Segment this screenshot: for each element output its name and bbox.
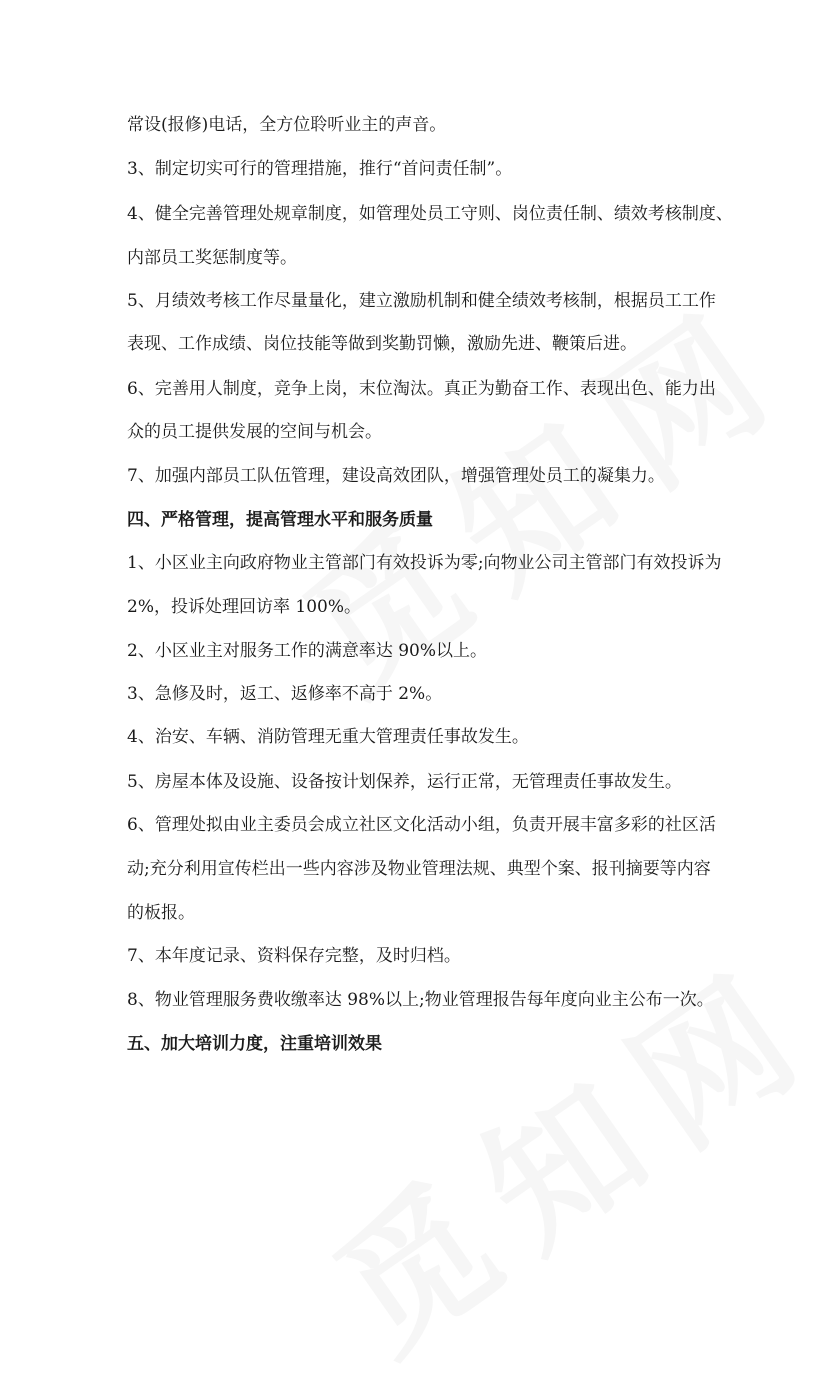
paragraph-line: 表现、工作成绩、岗位技能等做到奖勤罚懒，激励先进、鞭策后进。 bbox=[127, 334, 637, 354]
list-item-5: 5、房屋本体及设施、设备按计划保养，运行正常，无管理责任事故发生。 bbox=[127, 772, 682, 792]
section-heading-5: 五、加大培训力度，注重培训效果 bbox=[127, 1034, 382, 1054]
list-item-8: 8、物业管理服务费收缴率达 98%以上;物业管理报告每年度向业主公布一次。 bbox=[127, 990, 714, 1010]
list-item-3: 3、急修及时，返工、返修率不高于 2%。 bbox=[127, 684, 443, 704]
section-heading-4: 四、严格管理，提高管理水平和服务质量 bbox=[127, 510, 433, 530]
list-item-4: 4、健全完善管理处规章制度，如管理处员工守则、岗位责任制、绩效考核制度、 bbox=[127, 204, 733, 224]
list-item-7: 7、本年度记录、资料保存完整，及时归档。 bbox=[127, 946, 461, 966]
paragraph-line: 常设(报修)电话，全方位聆听业主的声音。 bbox=[127, 115, 447, 135]
list-item-7: 7、加强内部员工队伍管理，建设高效团队，增强管理处员工的凝集力。 bbox=[127, 466, 665, 486]
list-item-3: 3、制定切实可行的管理措施，推行“首问责任制”。 bbox=[127, 159, 513, 179]
list-item-6: 6、完善用人制度，竞争上岗，末位淘汰。真正为勤奋工作、表现出色、能力出 bbox=[127, 379, 716, 399]
paragraph-line: 动;充分利用宣传栏出一些内容涉及物业管理法规、典型个案、报刊摘要等内容 bbox=[127, 859, 711, 879]
list-item-5: 5、月绩效考核工作尽量量化，建立激励机制和健全绩效考核制，根据员工工作 bbox=[127, 291, 716, 311]
list-item-2: 2、小区业主对服务工作的满意率达 90%以上。 bbox=[127, 641, 488, 661]
list-item-4: 4、治安、车辆、消防管理无重大管理责任事故发生。 bbox=[127, 727, 529, 747]
list-item-6: 6、管理处拟由业主委员会成立社区文化活动小组，负责开展丰富多彩的社区活 bbox=[127, 815, 716, 835]
list-item-1: 1、小区业主向政府物业主管部门有效投诉为零;向物业公司主管部门有效投诉为 bbox=[127, 553, 722, 573]
paragraph-line: 众的员工提供发展的空间与机会。 bbox=[127, 422, 382, 442]
paragraph-line: 内部员工奖惩制度等。 bbox=[127, 248, 297, 268]
watermark bbox=[287, 905, 830, 1391]
paragraph-line: 的板报。 bbox=[127, 903, 195, 923]
paragraph-line: 2%，投诉处理回访率 100%。 bbox=[127, 597, 361, 617]
